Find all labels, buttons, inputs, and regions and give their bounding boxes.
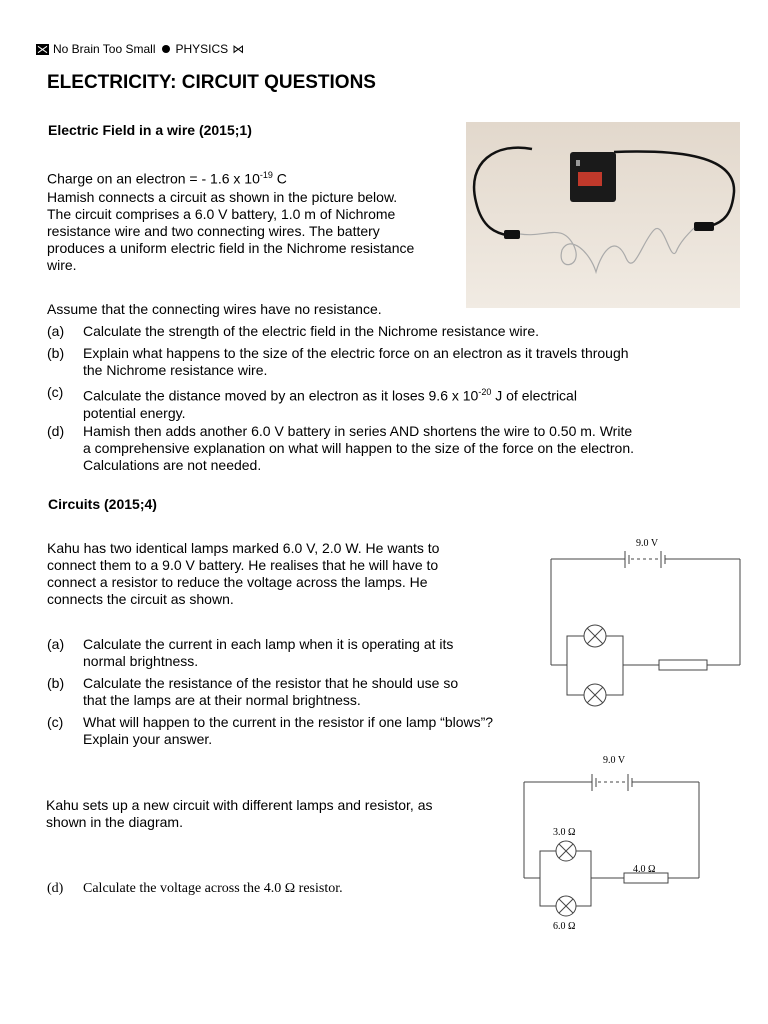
- question-2c: [47, 714, 557, 750]
- question-line: Explain what happens to the size of the electric force on an electron as it travels through: [83, 345, 629, 361]
- lamp1-label: 3.0 Ω: [553, 827, 576, 838]
- battery-label: 9.0 V: [603, 755, 626, 766]
- section1-heading: Electric Field in a wire (2015;1): [48, 122, 252, 138]
- section2-heading: Circuits (2015;4): [48, 496, 157, 512]
- question-label: (d): [47, 423, 65, 439]
- question-text: [83, 636, 453, 670]
- intro-line: wire.: [47, 257, 77, 273]
- lamp-icon: [556, 896, 576, 916]
- charge-line: [47, 167, 287, 188]
- resistor-label: 4.0 Ω: [633, 864, 656, 875]
- lamp-icon: [584, 684, 606, 706]
- section1-intro: [47, 189, 414, 274]
- question-2b: [47, 675, 517, 711]
- question-text: [83, 423, 634, 474]
- lamp-icon: [584, 625, 606, 647]
- charge-text: Charge on an electron = - 1.6 x 10: [47, 170, 260, 187]
- question-line: normal brightness.: [83, 653, 199, 669]
- intro-line: Hamish connects a circuit as shown in the picture below.: [47, 189, 398, 205]
- logo-box-icon: [36, 44, 49, 55]
- resistor: [659, 660, 707, 670]
- question-label: (c): [47, 714, 64, 730]
- question-line: potential energy.: [83, 404, 186, 421]
- bullet-icon: [162, 45, 170, 53]
- question-line: Calculate the current in each lamp when it is operating at its: [83, 636, 454, 652]
- question-text: [83, 345, 629, 379]
- photo-illustration: [466, 122, 740, 308]
- question-label: (b): [47, 345, 65, 361]
- question-1a: [47, 323, 727, 343]
- site-name: No Brain Too Small: [53, 42, 156, 56]
- question-line: Calculate the resistance of the resistor that he should use so: [83, 675, 459, 691]
- question-text: [83, 384, 577, 422]
- question-text: Calculate the voltage across the 4.0 Ω resistor.: [83, 881, 343, 896]
- question-text: [83, 714, 493, 748]
- exponent: -20: [478, 387, 492, 397]
- question-line: a comprehensive explanation on what will happen to the size of the force on the electron.: [83, 440, 635, 456]
- intro-line: connects the circuit as shown.: [47, 591, 234, 607]
- intro-line: connect a resistor to reduce the voltage across the lamps. He: [47, 574, 428, 590]
- text-part: Calculate the distance moved by an electron as it loses 9.6 x 10: [83, 387, 479, 404]
- text-line: Kahu sets up a new circuit with different lamps and resistor, as: [46, 797, 433, 813]
- question-line: [83, 384, 577, 405]
- question-1d: [47, 423, 737, 477]
- page-header: [36, 42, 244, 56]
- text-part: J of electrical: [491, 387, 577, 404]
- page-title: ELECTRICITY: CIRCUIT QUESTIONS: [47, 72, 376, 93]
- intro-line: connect them to a 9.0 V battery. He realises that he will have to: [47, 557, 439, 573]
- question-2a: [47, 636, 517, 672]
- question-2d: [47, 880, 507, 900]
- question-label: (b): [47, 675, 65, 691]
- bowtie-icon: ⋈: [232, 42, 245, 56]
- subject-name: PHYSICS: [175, 42, 229, 56]
- question-line: the Nichrome resistance wire.: [83, 362, 268, 378]
- question-text: Calculate the strength of the electric field in the Nichrome resistance wire.: [83, 323, 539, 339]
- question-line: Explain your answer.: [83, 731, 213, 747]
- lamp-icon: [556, 841, 576, 861]
- charge-unit: C: [272, 170, 287, 187]
- question-1c: [47, 384, 727, 420]
- intro-line: The circuit comprises a 6.0 V battery, 1.0 m of Nichrome: [47, 206, 396, 222]
- circuit-diagram-1: [545, 532, 750, 712]
- battery-label: 9.0 V: [636, 538, 659, 549]
- lamp2-label: 6.0 Ω: [553, 921, 576, 932]
- question-label: (d): [47, 881, 64, 896]
- new-circuit-text: [46, 797, 433, 831]
- charge-exponent: -19: [259, 170, 273, 180]
- question-label: (a): [47, 636, 65, 652]
- text-line: shown in the diagram.: [46, 814, 183, 830]
- intro-line: produces a uniform electric field in the Nichrome resistance: [47, 240, 415, 256]
- question-label: (c): [47, 384, 64, 400]
- question-text: [83, 675, 458, 709]
- assumption-text: Assume that the connecting wires have no resistance.: [47, 301, 382, 317]
- question-line: Hamish then adds another 6.0 V battery in series AND shortens the wire to 0.50 m. Write: [83, 423, 633, 439]
- circuit-diagram-2: [518, 752, 718, 938]
- question-line: What will happen to the current in the resistor if one lamp “blows”?: [83, 714, 494, 730]
- section2-intro: [47, 540, 439, 608]
- question-1b: [47, 345, 727, 381]
- battery-circuit-photo: [466, 122, 740, 308]
- intro-line: resistance wire and two connecting wires. The battery: [47, 223, 380, 239]
- intro-line: Kahu has two identical lamps marked 6.0 V, 2.0 W. He wants to: [47, 540, 440, 556]
- question-label: (a): [47, 323, 65, 339]
- question-line: that the lamps are at their normal brightness.: [83, 692, 361, 708]
- question-line: Calculations are not needed.: [83, 457, 262, 473]
